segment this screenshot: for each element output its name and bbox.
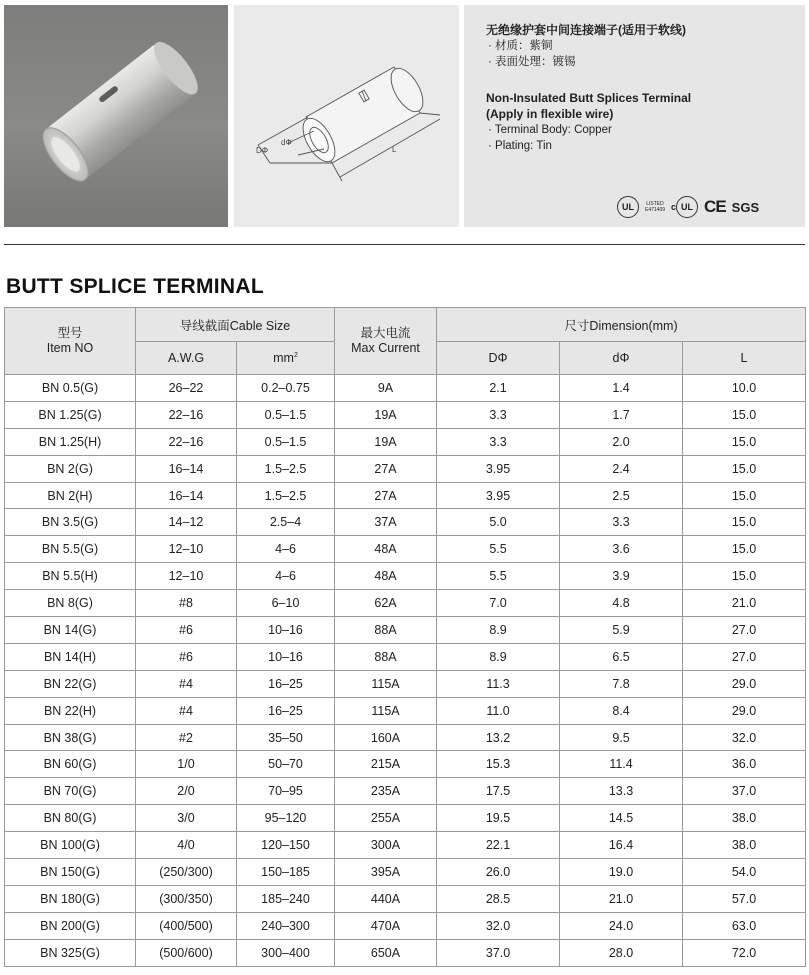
cell-item-no: BN 8(G) bbox=[5, 590, 136, 617]
cell-mm2: 2.5–4 bbox=[237, 509, 335, 536]
cell-inner-diameter: 28.0 bbox=[560, 939, 683, 966]
cell-awg: 22–16 bbox=[136, 428, 237, 455]
cell-max-current: 48A bbox=[335, 563, 437, 590]
cell-inner-diameter: 24.0 bbox=[560, 912, 683, 939]
cell-max-current: 19A bbox=[335, 428, 437, 455]
table-row bbox=[5, 778, 806, 805]
header-dimension: 尺寸Dimension(mm) bbox=[437, 308, 806, 342]
cell-item-no: BN 0.5(G) bbox=[5, 375, 136, 402]
cell-length: 15.0 bbox=[683, 536, 806, 563]
cell-outer-diameter: 3.3 bbox=[437, 428, 560, 455]
table-row bbox=[5, 670, 806, 697]
cell-inner-diameter: 1.4 bbox=[560, 375, 683, 402]
cell-item-no: BN 3.5(G) bbox=[5, 509, 136, 536]
section-title: BUTT SPLICE TERMINAL bbox=[6, 275, 264, 298]
cell-max-current: 88A bbox=[335, 643, 437, 670]
cell-length: 32.0 bbox=[683, 724, 806, 751]
spec-table-body bbox=[5, 375, 806, 967]
cell-mm2: 185–240 bbox=[237, 885, 335, 912]
cell-item-no: BN 14(G) bbox=[5, 617, 136, 644]
en-item-body: · Terminal Body: Copper bbox=[488, 124, 612, 136]
cell-length: 15.0 bbox=[683, 401, 806, 428]
cell-inner-diameter: 21.0 bbox=[560, 885, 683, 912]
table-row bbox=[5, 617, 806, 644]
cell-awg: 12–10 bbox=[136, 563, 237, 590]
table-row bbox=[5, 482, 806, 509]
cell-inner-diameter: 8.4 bbox=[560, 697, 683, 724]
cell-mm2: 35–50 bbox=[237, 724, 335, 751]
cell-inner-diameter: 3.3 bbox=[560, 509, 683, 536]
cell-mm2: 0.5–1.5 bbox=[237, 401, 335, 428]
cell-outer-diameter: 5.0 bbox=[437, 509, 560, 536]
cell-mm2: 10–16 bbox=[237, 617, 335, 644]
cell-item-no: BN 38(G) bbox=[5, 724, 136, 751]
table-row bbox=[5, 805, 806, 832]
cell-length: 38.0 bbox=[683, 805, 806, 832]
cell-outer-diameter: 5.5 bbox=[437, 536, 560, 563]
cell-awg: 16–14 bbox=[136, 482, 237, 509]
ce-logo-icon: CE bbox=[704, 197, 726, 216]
cell-item-no: BN 2(H) bbox=[5, 482, 136, 509]
cell-max-current: 37A bbox=[335, 509, 437, 536]
cell-max-current: 235A bbox=[335, 778, 437, 805]
length-label: L bbox=[392, 145, 397, 154]
cell-awg: #4 bbox=[136, 697, 237, 724]
table-row bbox=[5, 590, 806, 617]
cell-max-current: 255A bbox=[335, 805, 437, 832]
cell-inner-diameter: 6.5 bbox=[560, 643, 683, 670]
cell-max-current: 650A bbox=[335, 939, 437, 966]
cell-length: 15.0 bbox=[683, 428, 806, 455]
cell-item-no: BN 150(G) bbox=[5, 859, 136, 886]
cell-length: 15.0 bbox=[683, 563, 806, 590]
cell-mm2: 1.5–2.5 bbox=[237, 482, 335, 509]
cell-item-no: BN 325(G) bbox=[5, 939, 136, 966]
cell-outer-diameter: 17.5 bbox=[437, 778, 560, 805]
cell-inner-diameter: 7.8 bbox=[560, 670, 683, 697]
cell-item-no: BN 1.25(H) bbox=[5, 428, 136, 455]
cell-awg: 1/0 bbox=[136, 751, 237, 778]
cell-length: 57.0 bbox=[683, 885, 806, 912]
dimension-drawing bbox=[234, 5, 459, 227]
en-title-line2: (Apply in flexible wire) bbox=[486, 107, 614, 121]
cell-inner-diameter: 5.9 bbox=[560, 617, 683, 644]
listed-text: LISTED bbox=[646, 201, 664, 207]
cn-item-plating: · 表面处理：镀锡 bbox=[488, 56, 576, 68]
cell-inner-diameter: 3.9 bbox=[560, 563, 683, 590]
cell-item-no: BN 70(G) bbox=[5, 778, 136, 805]
cell-outer-diameter: 19.5 bbox=[437, 805, 560, 832]
cell-item-no: BN 2(G) bbox=[5, 455, 136, 482]
header-outer-diameter: DΦ bbox=[437, 342, 560, 375]
cell-awg: 4/0 bbox=[136, 832, 237, 859]
cell-outer-diameter: 37.0 bbox=[437, 939, 560, 966]
table-row bbox=[5, 939, 806, 966]
cell-mm2: 16–25 bbox=[237, 697, 335, 724]
cell-length: 72.0 bbox=[683, 939, 806, 966]
cell-awg: 26–22 bbox=[136, 375, 237, 402]
en-title-line1: Non-Insulated Butt Splices Terminal bbox=[486, 91, 692, 105]
cell-awg: #2 bbox=[136, 724, 237, 751]
cell-outer-diameter: 15.3 bbox=[437, 751, 560, 778]
cell-item-no: BN 80(G) bbox=[5, 805, 136, 832]
cell-awg: 14–12 bbox=[136, 509, 237, 536]
cell-mm2: 4–6 bbox=[237, 563, 335, 590]
cell-outer-diameter: 2.1 bbox=[437, 375, 560, 402]
table-row bbox=[5, 724, 806, 751]
header-mm-text: mm bbox=[273, 351, 294, 365]
cell-item-no: BN 22(H) bbox=[5, 697, 136, 724]
header-item-no bbox=[5, 308, 136, 375]
listed-number: E471409 bbox=[645, 207, 666, 213]
table-row bbox=[5, 697, 806, 724]
cell-outer-diameter: 3.3 bbox=[437, 401, 560, 428]
table-row bbox=[5, 401, 806, 428]
cell-item-no: BN 14(H) bbox=[5, 643, 136, 670]
header-item-en: Item NO bbox=[46, 341, 94, 355]
table-row bbox=[5, 832, 806, 859]
outer-diameter-label: DΦ bbox=[256, 146, 269, 155]
table-row bbox=[5, 563, 806, 590]
cell-item-no: BN 200(G) bbox=[5, 912, 136, 939]
cell-mm2: 95–120 bbox=[237, 805, 335, 832]
cell-outer-diameter: 13.2 bbox=[437, 724, 560, 751]
cell-mm2: 1.5–2.5 bbox=[237, 455, 335, 482]
cell-item-no: BN 5.5(H) bbox=[5, 563, 136, 590]
cell-inner-diameter: 11.4 bbox=[560, 751, 683, 778]
cell-outer-diameter: 3.95 bbox=[437, 482, 560, 509]
cell-length: 38.0 bbox=[683, 832, 806, 859]
table-row bbox=[5, 912, 806, 939]
header-inner-diameter: dΦ bbox=[560, 342, 683, 375]
cell-mm2: 0.2–0.75 bbox=[237, 375, 335, 402]
cell-outer-diameter: 11.3 bbox=[437, 670, 560, 697]
cell-max-current: 470A bbox=[335, 912, 437, 939]
header-current-cn: 最大电流 bbox=[360, 326, 411, 340]
cell-outer-diameter: 5.5 bbox=[437, 563, 560, 590]
sgs-logo-icon: SGS bbox=[731, 199, 760, 215]
cell-inner-diameter: 1.7 bbox=[560, 401, 683, 428]
cell-length: 54.0 bbox=[683, 859, 806, 886]
cell-max-current: 115A bbox=[335, 697, 437, 724]
spec-table-header bbox=[5, 308, 806, 375]
cell-inner-diameter: 2.5 bbox=[560, 482, 683, 509]
cell-max-current: 88A bbox=[335, 617, 437, 644]
cell-mm2: 4–6 bbox=[237, 536, 335, 563]
cell-mm2: 16–25 bbox=[237, 670, 335, 697]
cell-max-current: 395A bbox=[335, 859, 437, 886]
header-item-cn: 型号 bbox=[57, 326, 83, 340]
cell-mm2: 6–10 bbox=[237, 590, 335, 617]
cell-item-no: BN 22(G) bbox=[5, 670, 136, 697]
cell-outer-diameter: 22.1 bbox=[437, 832, 560, 859]
cell-mm2: 300–400 bbox=[237, 939, 335, 966]
cn-item-material: · 材质：紫铜 bbox=[488, 40, 553, 52]
cell-max-current: 160A bbox=[335, 724, 437, 751]
cell-awg: 16–14 bbox=[136, 455, 237, 482]
cell-length: 21.0 bbox=[683, 590, 806, 617]
cell-mm2: 70–95 bbox=[237, 778, 335, 805]
en-item-plating: · Plating: Tin bbox=[488, 140, 552, 152]
cell-inner-diameter: 14.5 bbox=[560, 805, 683, 832]
cell-inner-diameter: 19.0 bbox=[560, 859, 683, 886]
cell-outer-diameter: 26.0 bbox=[437, 859, 560, 886]
cul-c: c bbox=[671, 202, 677, 212]
cell-mm2: 240–300 bbox=[237, 912, 335, 939]
table-row bbox=[5, 643, 806, 670]
cell-length: 37.0 bbox=[683, 778, 806, 805]
cell-awg: #6 bbox=[136, 617, 237, 644]
cell-awg: 2/0 bbox=[136, 778, 237, 805]
cul-logo-icon bbox=[671, 196, 698, 218]
cell-item-no: BN 5.5(G) bbox=[5, 536, 136, 563]
header-cable-size: 导线截面Cable Size bbox=[136, 308, 335, 342]
cell-max-current: 27A bbox=[335, 482, 437, 509]
cell-length: 10.0 bbox=[683, 375, 806, 402]
cell-inner-diameter: 2.0 bbox=[560, 428, 683, 455]
cell-awg: 3/0 bbox=[136, 805, 237, 832]
cell-awg: #4 bbox=[136, 670, 237, 697]
header-mm-sup: 2 bbox=[293, 351, 298, 359]
table-row bbox=[5, 455, 806, 482]
cell-length: 15.0 bbox=[683, 482, 806, 509]
cell-mm2: 50–70 bbox=[237, 751, 335, 778]
cell-awg: (400/500) bbox=[136, 912, 237, 939]
cell-length: 36.0 bbox=[683, 751, 806, 778]
header-awg: A.W.G bbox=[136, 342, 237, 375]
dimension-drawing-svg bbox=[234, 5, 459, 227]
cell-mm2: 0.5–1.5 bbox=[237, 428, 335, 455]
inner-diameter-label: dΦ bbox=[281, 138, 292, 147]
certification-logos bbox=[617, 193, 795, 221]
cell-outer-diameter: 28.5 bbox=[437, 885, 560, 912]
cell-inner-diameter: 3.6 bbox=[560, 536, 683, 563]
cell-awg: (250/300) bbox=[136, 859, 237, 886]
cell-length: 63.0 bbox=[683, 912, 806, 939]
header-max-current bbox=[335, 308, 437, 375]
cell-max-current: 19A bbox=[335, 401, 437, 428]
cell-length: 27.0 bbox=[683, 643, 806, 670]
cell-item-no: BN 180(G) bbox=[5, 885, 136, 912]
cell-outer-diameter: 8.9 bbox=[437, 643, 560, 670]
cul-ul: UL bbox=[676, 196, 698, 218]
cell-item-no: BN 1.25(G) bbox=[5, 401, 136, 428]
cell-max-current: 440A bbox=[335, 885, 437, 912]
cell-awg: #8 bbox=[136, 590, 237, 617]
spec-table bbox=[4, 307, 806, 967]
table-row bbox=[5, 509, 806, 536]
table-row bbox=[5, 375, 806, 402]
product-photo bbox=[4, 5, 228, 227]
butt-splice-photo-illustration bbox=[4, 5, 228, 227]
cell-outer-diameter: 11.0 bbox=[437, 697, 560, 724]
cell-inner-diameter: 9.5 bbox=[560, 724, 683, 751]
header-length: L bbox=[683, 342, 806, 375]
cell-item-no: BN 60(G) bbox=[5, 751, 136, 778]
cell-outer-diameter: 32.0 bbox=[437, 912, 560, 939]
table-row bbox=[5, 536, 806, 563]
cell-inner-diameter: 13.3 bbox=[560, 778, 683, 805]
cell-item-no: BN 100(G) bbox=[5, 832, 136, 859]
cell-length: 29.0 bbox=[683, 697, 806, 724]
cell-max-current: 300A bbox=[335, 832, 437, 859]
cell-awg: 12–10 bbox=[136, 536, 237, 563]
cell-max-current: 215A bbox=[335, 751, 437, 778]
cell-awg: 22–16 bbox=[136, 401, 237, 428]
ul-logo-icon: UL bbox=[617, 196, 639, 218]
cell-max-current: 27A bbox=[335, 455, 437, 482]
table-row bbox=[5, 885, 806, 912]
cell-length: 29.0 bbox=[683, 670, 806, 697]
cell-inner-diameter: 16.4 bbox=[560, 832, 683, 859]
table-row bbox=[5, 428, 806, 455]
cell-awg: (500/600) bbox=[136, 939, 237, 966]
header-current-en: Max Current bbox=[351, 341, 420, 355]
ul-listed-mark bbox=[645, 201, 665, 213]
cell-awg: #6 bbox=[136, 643, 237, 670]
table-row bbox=[5, 859, 806, 886]
header-mm2 bbox=[237, 342, 335, 375]
product-description bbox=[486, 22, 796, 154]
table-row bbox=[5, 751, 806, 778]
cell-inner-diameter: 4.8 bbox=[560, 590, 683, 617]
cell-outer-diameter: 7.0 bbox=[437, 590, 560, 617]
cell-max-current: 48A bbox=[335, 536, 437, 563]
cell-outer-diameter: 3.95 bbox=[437, 455, 560, 482]
cell-length: 15.0 bbox=[683, 509, 806, 536]
cell-mm2: 150–185 bbox=[237, 859, 335, 886]
cell-awg: (300/350) bbox=[136, 885, 237, 912]
cell-inner-diameter: 2.4 bbox=[560, 455, 683, 482]
cell-max-current: 9A bbox=[335, 375, 437, 402]
cell-mm2: 10–16 bbox=[237, 643, 335, 670]
cell-max-current: 62A bbox=[335, 590, 437, 617]
divider bbox=[4, 244, 805, 245]
cell-outer-diameter: 8.9 bbox=[437, 617, 560, 644]
cell-mm2: 120–150 bbox=[237, 832, 335, 859]
cn-title: 无绝缘护套中间连接端子(适用于软线) bbox=[486, 23, 686, 37]
cell-max-current: 115A bbox=[335, 670, 437, 697]
cell-length: 27.0 bbox=[683, 617, 806, 644]
cell-length: 15.0 bbox=[683, 455, 806, 482]
